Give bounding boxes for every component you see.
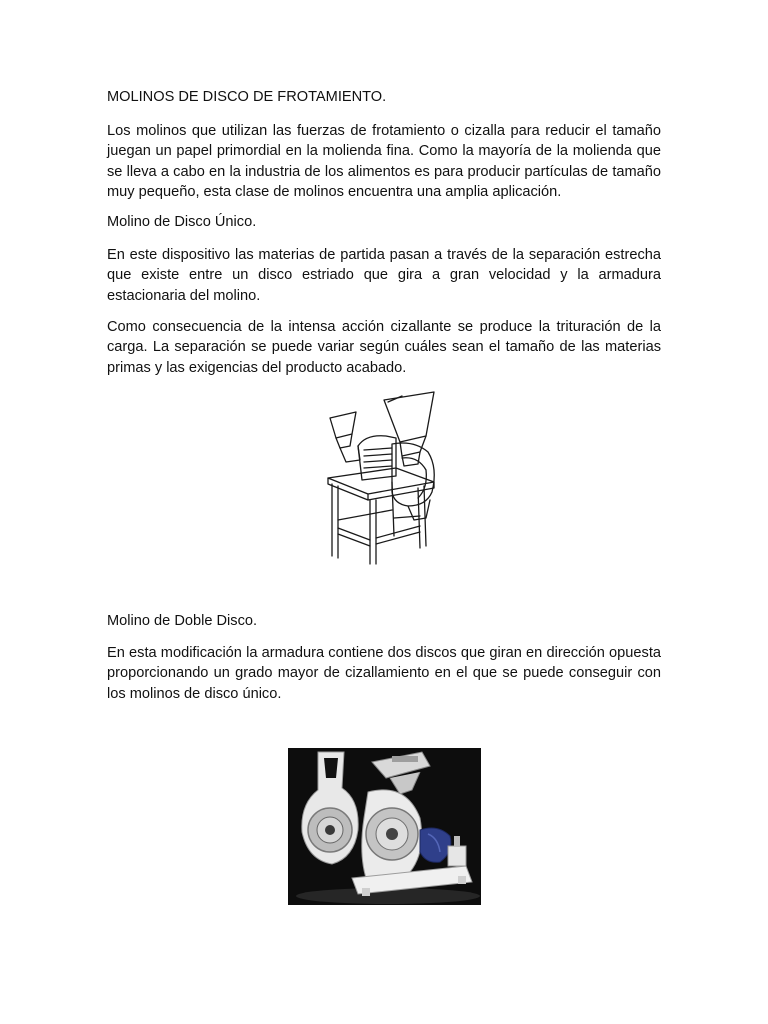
document-title: MOLINOS DE DISCO DE FROTAMIENTO. — [107, 89, 387, 105]
single-disc-paragraph-2: Como consecuencia de la intensa acción cizallante se produce la trituración de la carga. La separación se puede variar según cuáles sean el tamaño de las materias primas y las exigencias del producto acabado. — [107, 319, 661, 376]
double-disc-paragraph-1: En esta modificación la armadura contiene dos discos que giran en dirección opuesta proporcionando un grado mayor de cizallamiento en el que se puede conseguir con los molinos de disco único. — [107, 645, 661, 702]
section-heading-single-disc: Molino de Disco Único. — [107, 214, 257, 230]
section-heading-double-disc: Molino de Doble Disco. — [107, 613, 258, 629]
single-disc-mill-drawing-icon — [322, 388, 444, 566]
single-disc-paragraph-1: En este dispositivo las materias de partida pasan a través de la separación estrecha que existe entre un disco estriado que gira a gran velocidad y la armadura estacionaria del molino. — [107, 247, 661, 304]
double-disc-mill-photo-icon — [288, 748, 481, 905]
intro-paragraph: Los molinos que utilizan las fuerzas de frotamiento o cizalla para reducir el tamaño juegan un papel primordial en la molienda fina. Como la mayoría de la molienda que se lleva a cabo en la industria de los alimentos es para producir partículas de tamaño muy pequeño, esta clase de molinos encuentra una amplia aplicación. — [107, 123, 661, 201]
